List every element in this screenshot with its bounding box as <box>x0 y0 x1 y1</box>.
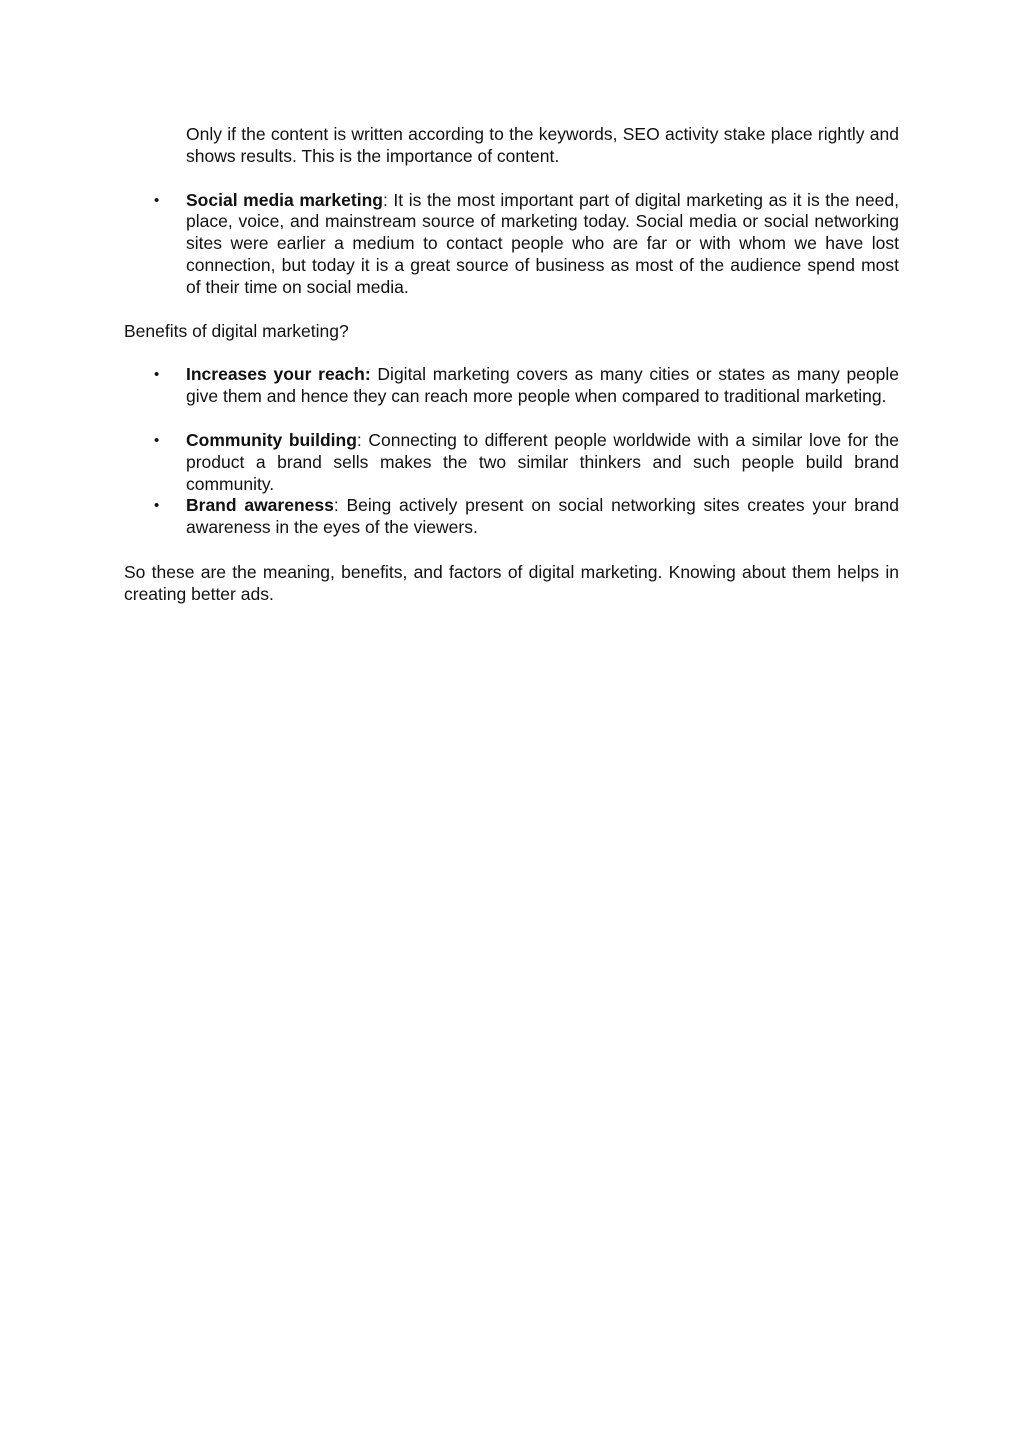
benefits-heading: Benefits of digital marketing? <box>124 320 349 341</box>
conclusion-paragraph: So these are the meaning, benefits, and factors of digital marketing. Knowing about them helps in creating better ads. <box>124 561 899 604</box>
item-text: : It is the most important part of digital marketing as it is the need, place, voice, and mainstream source of marketing today. Social media or social networking sites were earlier a medium to contact people who are far or with whom we have lost connection, but today it is a great source of business as most of the audience spend most of their time on social media. <box>186 189 899 297</box>
bullet-icon: • <box>154 191 160 209</box>
item-text: Digital marketing covers as many cities or states as many people give them and hence they can reach more people when compared to traditional marketing. <box>186 364 899 407</box>
item-label: Community building <box>186 429 357 450</box>
bullet-icon: • <box>154 366 160 384</box>
list-item-community-building <box>154 429 899 495</box>
list-item-social-media-marketing <box>154 189 899 299</box>
item-text: : Connecting to different people worldwide with a similar love for the product a brand sells makes the two similar thinkers and such people build brand community. <box>186 429 899 494</box>
document-body <box>124 124 899 606</box>
list-item-increases-reach <box>154 364 899 408</box>
item-label: Brand awareness <box>186 495 334 516</box>
content-importance-paragraph: Only if the content is written according to the keywords, SEO activity stake place rightly and shows results. This is the importance of content. <box>186 124 899 166</box>
item-label: Increases your reach: <box>186 364 371 385</box>
bullet-icon: • <box>154 431 160 449</box>
list-item-brand-awareness <box>154 495 899 539</box>
item-text: : Being actively present on social networking sites creates your brand awareness in the eyes of the viewers. <box>186 495 899 538</box>
bullet-icon: • <box>154 497 160 515</box>
item-label: Social media marketing <box>186 189 383 210</box>
